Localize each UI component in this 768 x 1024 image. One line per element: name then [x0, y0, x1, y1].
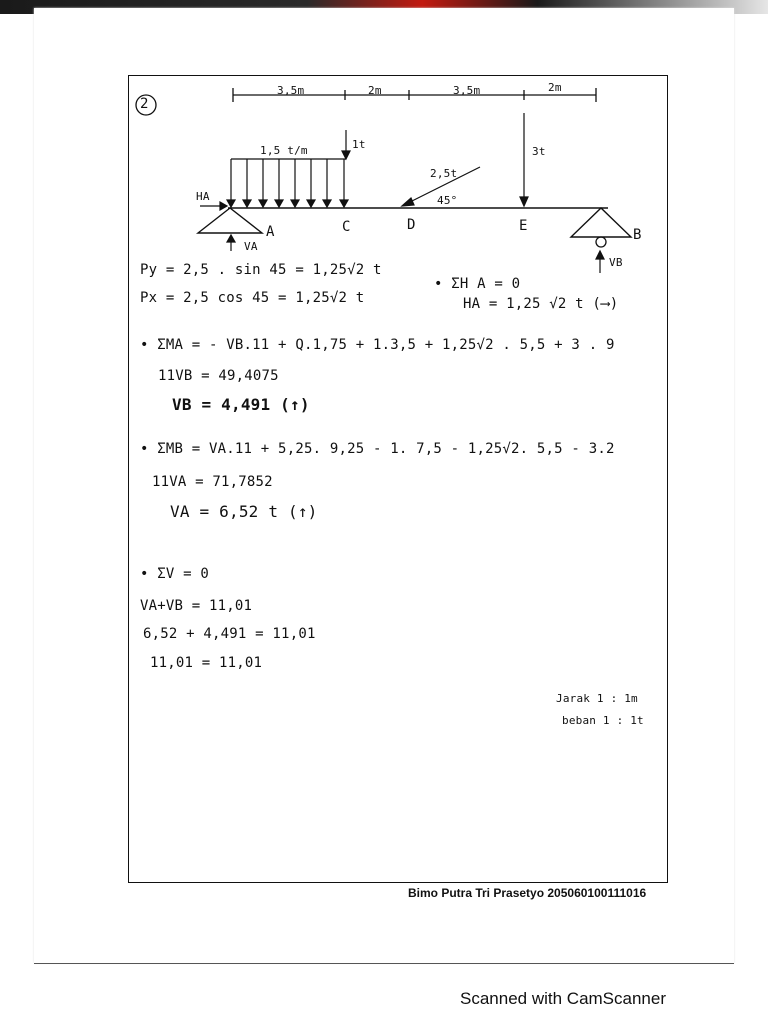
ha-arrow [200, 202, 227, 210]
point-load-e-arrow [520, 113, 528, 206]
point-load-c-arrow [342, 130, 350, 159]
span-label-1: 3,5m [277, 84, 305, 97]
label-b: B [633, 227, 642, 243]
span-label-3: 3,5m [453, 84, 481, 97]
vb-equation: 11VB = 49,4075 [158, 368, 279, 384]
point-load-c-label: 1t [352, 138, 366, 151]
check-line-2: 6,52 + 4,491 = 11,01 [143, 626, 316, 642]
py-equation: Py = 2,5 . sin 45 = 1,25√2 t [140, 262, 382, 278]
sum-v-equation: • ΣV = 0 [140, 566, 210, 582]
page-bottom-edge [34, 963, 734, 964]
label-c: C [342, 219, 351, 235]
scale-load: beban 1 : 1t [562, 714, 644, 727]
camscanner-watermark: Scanned with CamScanner [460, 989, 667, 1008]
roller-wheel [596, 237, 606, 247]
distributed-load-label: 1,5 t/m [260, 144, 308, 157]
label-ha: HA [196, 190, 210, 203]
point-load-e-label: 3t [532, 145, 546, 158]
distributed-load-arrows [227, 159, 348, 207]
px-equation: Px = 2,5 cos 45 = 1,25√2 t [140, 290, 365, 306]
pin-support-a [198, 208, 262, 233]
label-va: VA [244, 240, 258, 253]
check-line-1: VA+VB = 11,01 [140, 598, 253, 614]
sum-mb-equation: • ΣMB = VA.11 + 5,25. 9,25 - 1. 7,5 - 1,25√2. 5,5 - 3.2 [140, 441, 615, 457]
scale-distance: Jarak 1 : 1m [556, 692, 638, 705]
vb-result: VB = 4,491 (↑) [172, 395, 310, 414]
problem-number: 2 [140, 96, 149, 112]
roller-support-b [571, 208, 631, 237]
va-arrow [227, 235, 235, 251]
va-equation: 11VA = 71,7852 [152, 474, 273, 490]
label-vb: VB [609, 256, 623, 269]
label-d: D [407, 217, 416, 233]
check-line-3: 11,01 = 11,01 [150, 655, 263, 671]
beam-diagram [128, 75, 668, 275]
sum-ma-equation: • ΣMA = - VB.11 + Q.1,75 + 1.3,5 + 1,25√2 . 5,5 + 3 . 9 [140, 337, 615, 353]
vb-arrow [596, 251, 604, 273]
angle-label: 45° [437, 194, 458, 207]
sum-h-equation: • ΣH A = 0 [434, 276, 521, 292]
va-result: VA = 6,52 t (↑) [170, 502, 318, 521]
span-label-2: 2m [368, 84, 382, 97]
ha-result: HA = 1,25 √2 t (⟶) [463, 296, 619, 312]
label-e: E [519, 218, 528, 234]
label-a: A [266, 224, 275, 240]
span-label-4: 2m [548, 81, 562, 94]
inclined-load-label: 2,5t [430, 167, 458, 180]
author-name: Bimo Putra Tri Prasetyo 205060100111016 [408, 886, 647, 900]
